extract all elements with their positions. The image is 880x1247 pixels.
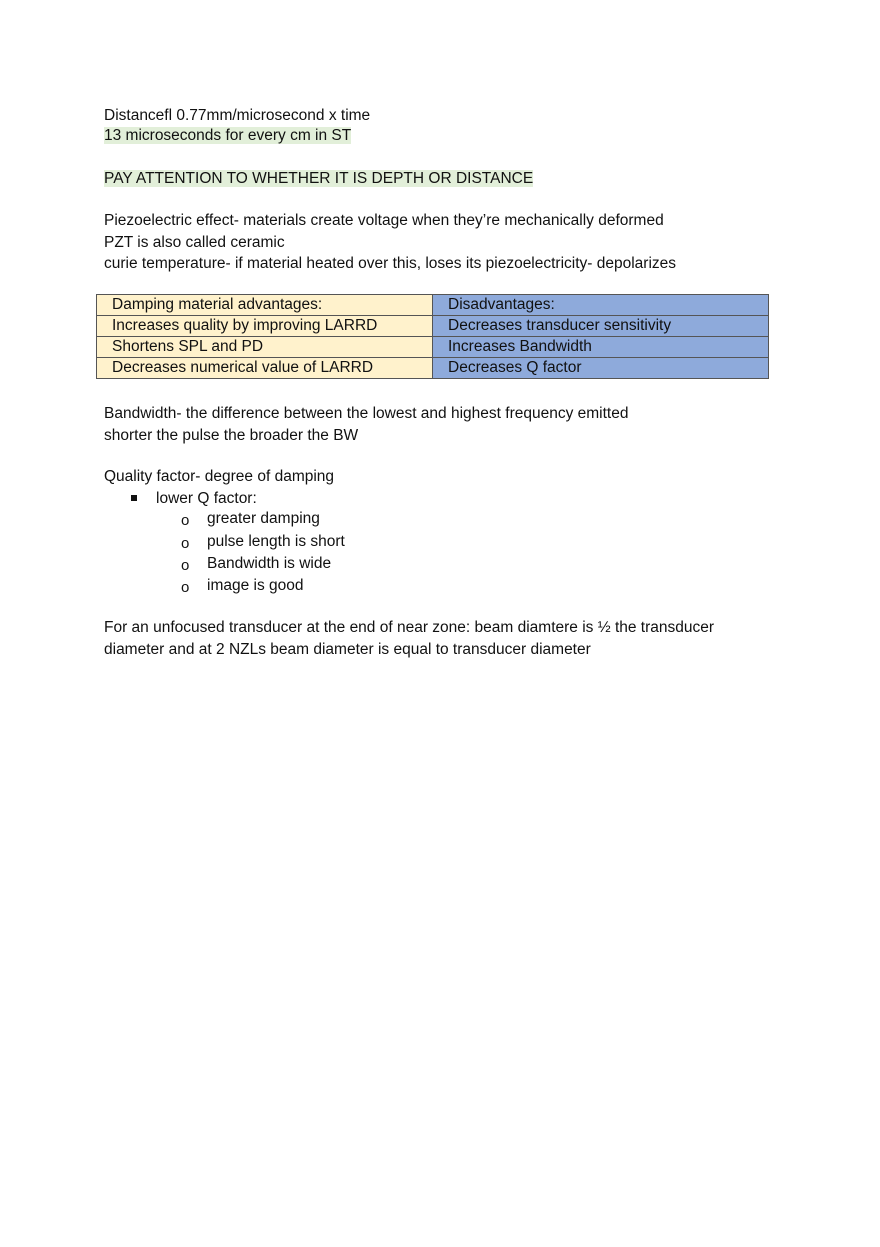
circle-bullet-icon: o bbox=[181, 512, 190, 529]
table-cell: Increases Bandwidth bbox=[433, 337, 769, 358]
list-item-level1: lower Q factor: bbox=[156, 490, 257, 507]
bandwidth-definition: Bandwidth- the difference between the lowest and highest frequency emitted bbox=[104, 405, 629, 422]
circle-bullet-icon: o bbox=[181, 557, 190, 574]
attention-highlight: PAY ATTENTION TO WHETHER IT IS DEPTH OR DISTANCE bbox=[104, 170, 534, 187]
table-row bbox=[97, 316, 769, 337]
table-cell: Decreases numerical value of LARRD bbox=[97, 358, 433, 379]
table-cell: Disadvantages: bbox=[433, 295, 769, 316]
table-row bbox=[97, 337, 769, 358]
shorter-pulse-note: shorter the pulse the broader the BW bbox=[104, 427, 359, 444]
table-cell: Damping material advantages: bbox=[97, 295, 433, 316]
circle-bullet-icon: o bbox=[181, 579, 190, 596]
list-item: Bandwidth is wide bbox=[207, 555, 332, 572]
distance-formula: Distancefl 0.77mm/microsecond x time bbox=[104, 107, 371, 124]
unfocused-transducer-note-2: diameter and at 2 NZLs beam diameter is equal to transducer diameter bbox=[104, 641, 591, 658]
table-cell: Increases quality by improving LARRD bbox=[97, 316, 433, 337]
table-cell: Shortens SPL and PD bbox=[97, 337, 433, 358]
list-item: image is good bbox=[207, 577, 304, 594]
table-row bbox=[97, 358, 769, 379]
pzt-note: PZT is also called ceramic bbox=[104, 234, 285, 251]
square-bullet-icon bbox=[131, 495, 137, 501]
unfocused-transducer-note-1: For an unfocused transducer at the end of near zone: beam diamtere is ½ the transducer bbox=[104, 619, 715, 636]
list-item: greater damping bbox=[207, 510, 320, 527]
attention-note bbox=[104, 169, 533, 189]
microseconds-note bbox=[104, 126, 351, 146]
curie-note: curie temperature- if material heated over this, loses its piezoelectricity- depolarizes bbox=[104, 255, 677, 272]
table-row bbox=[97, 295, 769, 316]
circle-bullet-icon: o bbox=[181, 535, 190, 552]
list-item: pulse length is short bbox=[207, 533, 345, 550]
table-cell: Decreases Q factor bbox=[433, 358, 769, 379]
damping-table bbox=[96, 294, 769, 379]
microseconds-highlight: 13 microseconds for every cm in ST bbox=[104, 127, 352, 144]
table-cell: Decreases transducer sensitivity bbox=[433, 316, 769, 337]
piezoelectric-definition: Piezoelectric effect- materials create voltage when they’re mechanically deformed bbox=[104, 212, 664, 229]
quality-factor-definition: Quality factor- degree of damping bbox=[104, 468, 335, 485]
